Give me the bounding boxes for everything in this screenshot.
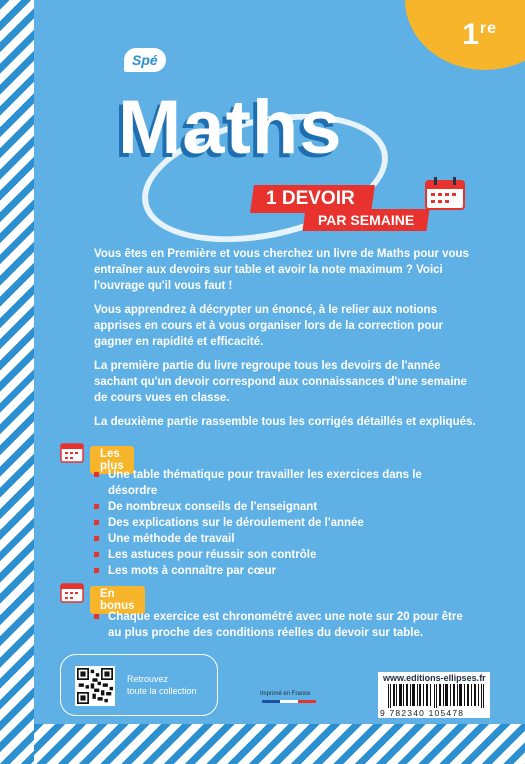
calendar-icon [60,440,86,464]
qr-code[interactable] [75,666,115,706]
isbn-number: 9 782340 105478 [380,708,465,718]
list-item: Une méthode de travail [94,531,474,547]
barcode [388,684,484,708]
intro-paragraph-4: La deuxième partie rassemble tous les corrigés détaillés et expliqués. [94,416,476,428]
printed-in-france: Imprimé en France [260,691,311,697]
en-bonus-list [94,609,474,641]
list-item: Les astuces pour réussir son contrôle [94,547,474,563]
grade-label: 1re [462,18,497,51]
french-flag [262,700,316,703]
calendar-icon [424,175,468,211]
qr-caption: Retrouvez toute la collection [127,674,197,696]
list-item: Une table thématique pour travailler les exercices dans le désordre [94,467,474,499]
bottom-stripes [34,724,525,764]
intro-paragraph-3: La première partie du livre regroupe tous les devoirs de l'année sachant qu'un devoir correspond aux connaissances d'une semaine de cours vues en classe. [94,360,467,404]
collection-qr-box[interactable] [60,654,218,716]
calendar-icon [60,580,86,604]
les-plus-title: Les plus [90,446,134,474]
en-bonus-title: En bonus [90,586,145,614]
intro-paragraph-1: Vous êtes en Première et vous cherchez un livre de Maths pour vous entraîner aux devoirs sur table et avoir la note maximum ? Voici l'ouvrage qu'il vous faut ! [94,248,469,292]
intro-paragraph-2: Vous apprendrez à décrypter un énoncé, à le relier aux notions apprises en cours et à vous organiser lors de la correction pour gagner en rapidité et efficacité. [94,304,443,348]
publisher-website[interactable]: www.editions-ellipses.fr [383,673,486,683]
list-item: Les mots à connaître par cœur [94,563,474,579]
list-item: Des explications sur le déroulement de l'année [94,515,474,531]
series-badge: Spé [124,48,166,72]
devoir-badge [252,185,472,233]
badge-line-1: 1 DEVOIR [250,185,375,213]
list-item: De nombreux conseils de l'enseignant [94,499,474,515]
list-item: Chaque exercice est chronométré avec une note sur 20 pour être au plus proche des conditions réelles du devoir sur table. [94,609,474,641]
book-title: Maths [118,85,343,170]
badge-line-2: PAR SEMAINE [302,209,429,231]
les-plus-list [94,467,474,579]
intro-text [94,246,480,438]
